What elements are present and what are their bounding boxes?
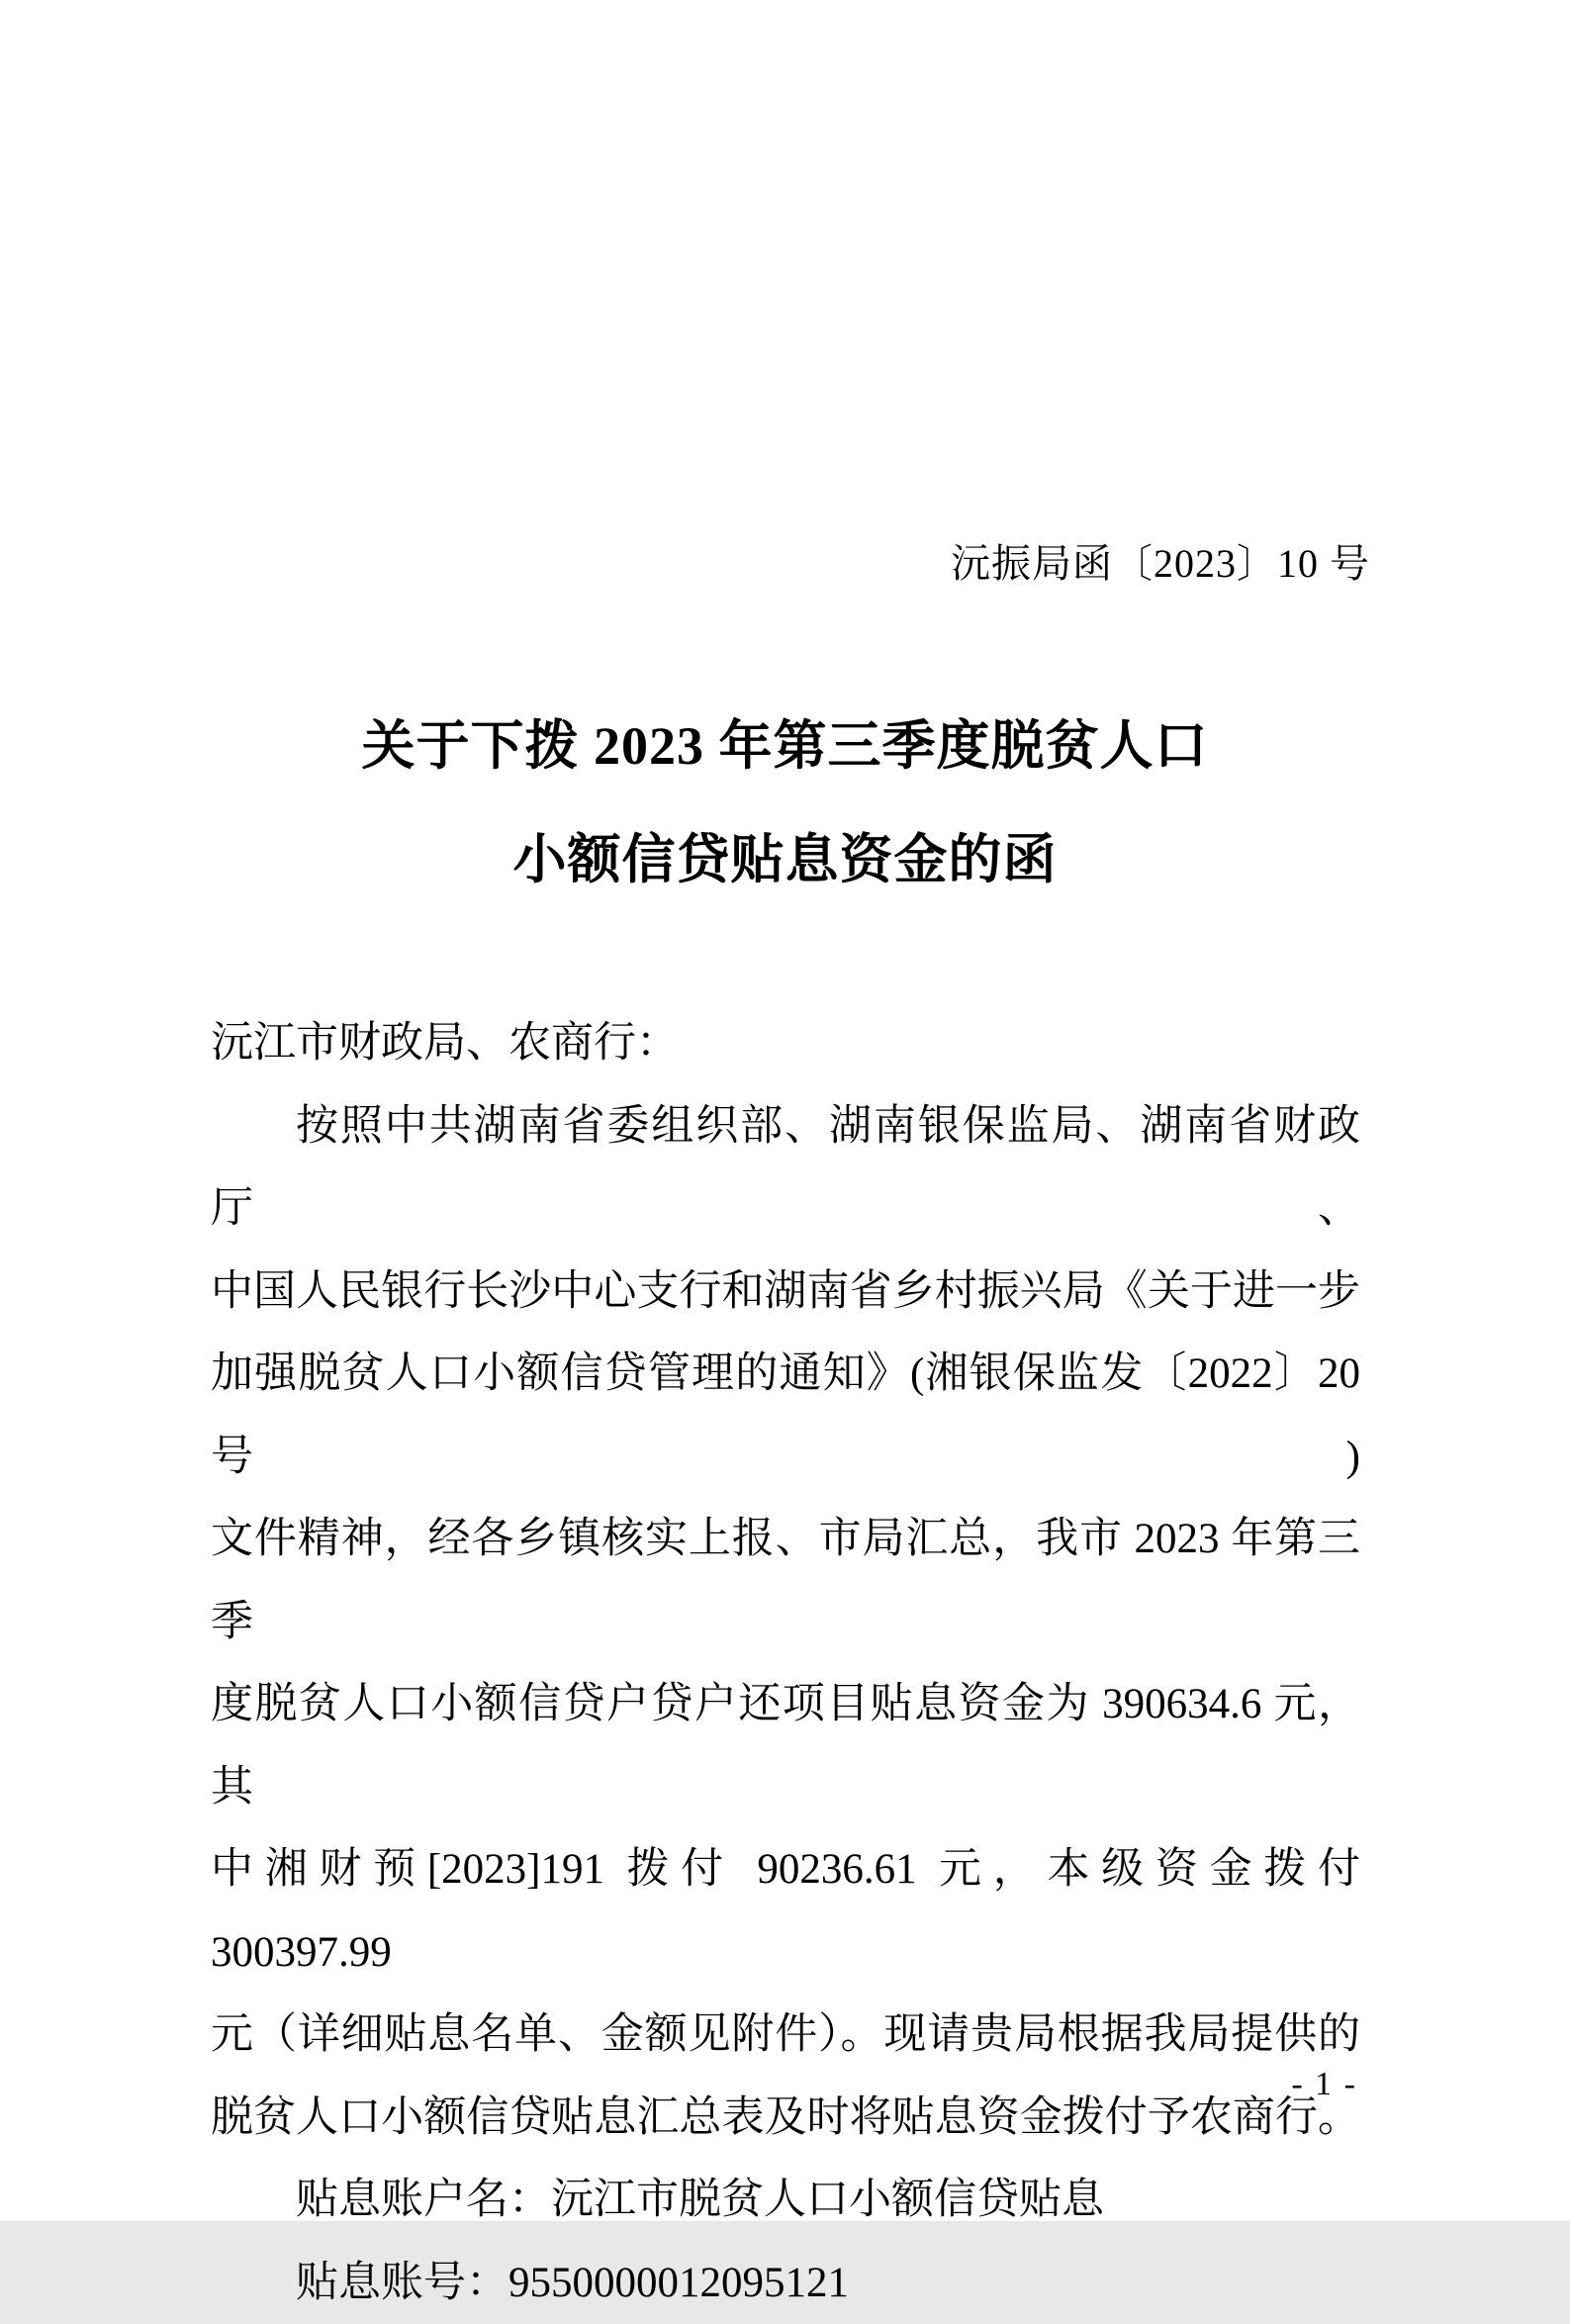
doc-reference-number: 沅振局函〔2023〕10 号 <box>211 539 1370 589</box>
body-line: 加强脱贫人口小额信贷管理的通知》(湘银保监发〔2022〕20 号) <box>211 1333 1360 1498</box>
body-line: 脱贫人口小额信贷贴息汇总表及时将贴息资金拨付予农商行。 <box>211 2077 1360 2160</box>
body-line: 度脱贫人口小额信贷户贷户还项目贴息资金为 390634.6 元，其 <box>211 1663 1360 1828</box>
body-line: 按照中共湖南省委组织部、湖南银保监局、湖南省财政厅、 <box>211 1085 1360 1251</box>
body-line: 中湘财预[2023]191 拨付 90236.61 元，本级资金拨付 300397.99 <box>211 1828 1360 1994</box>
body-line: 元（详细贴息名单、金额见附件）。现请贵局根据我局提供的 <box>211 1994 1360 2077</box>
document-title <box>0 690 1570 917</box>
body-line: 中国人民银行长沙中心支行和湖南省乡村振兴局《关于进一步 <box>211 1251 1360 1334</box>
body-line: 文件精神，经各乡镇核实上报、市局汇总，我市 2023 年第三季 <box>211 1498 1360 1663</box>
document-body <box>211 1002 1360 2324</box>
account-name-line: 贴息账户名：沅江市脱贫人口小额信贷贴息 <box>211 2159 1360 2242</box>
salutation-line: 沅江市财政局、农商行： <box>211 1002 1360 1085</box>
title-line-1: 关于下拨 2023 年第三季度脱贫人口 <box>0 690 1570 803</box>
title-line-2: 小额信贷贴息资金的函 <box>0 803 1570 917</box>
account-number-line: 贴息账号：9550000012095121 <box>211 2242 1360 2324</box>
page-number: - 1 - <box>1291 2063 1357 2106</box>
